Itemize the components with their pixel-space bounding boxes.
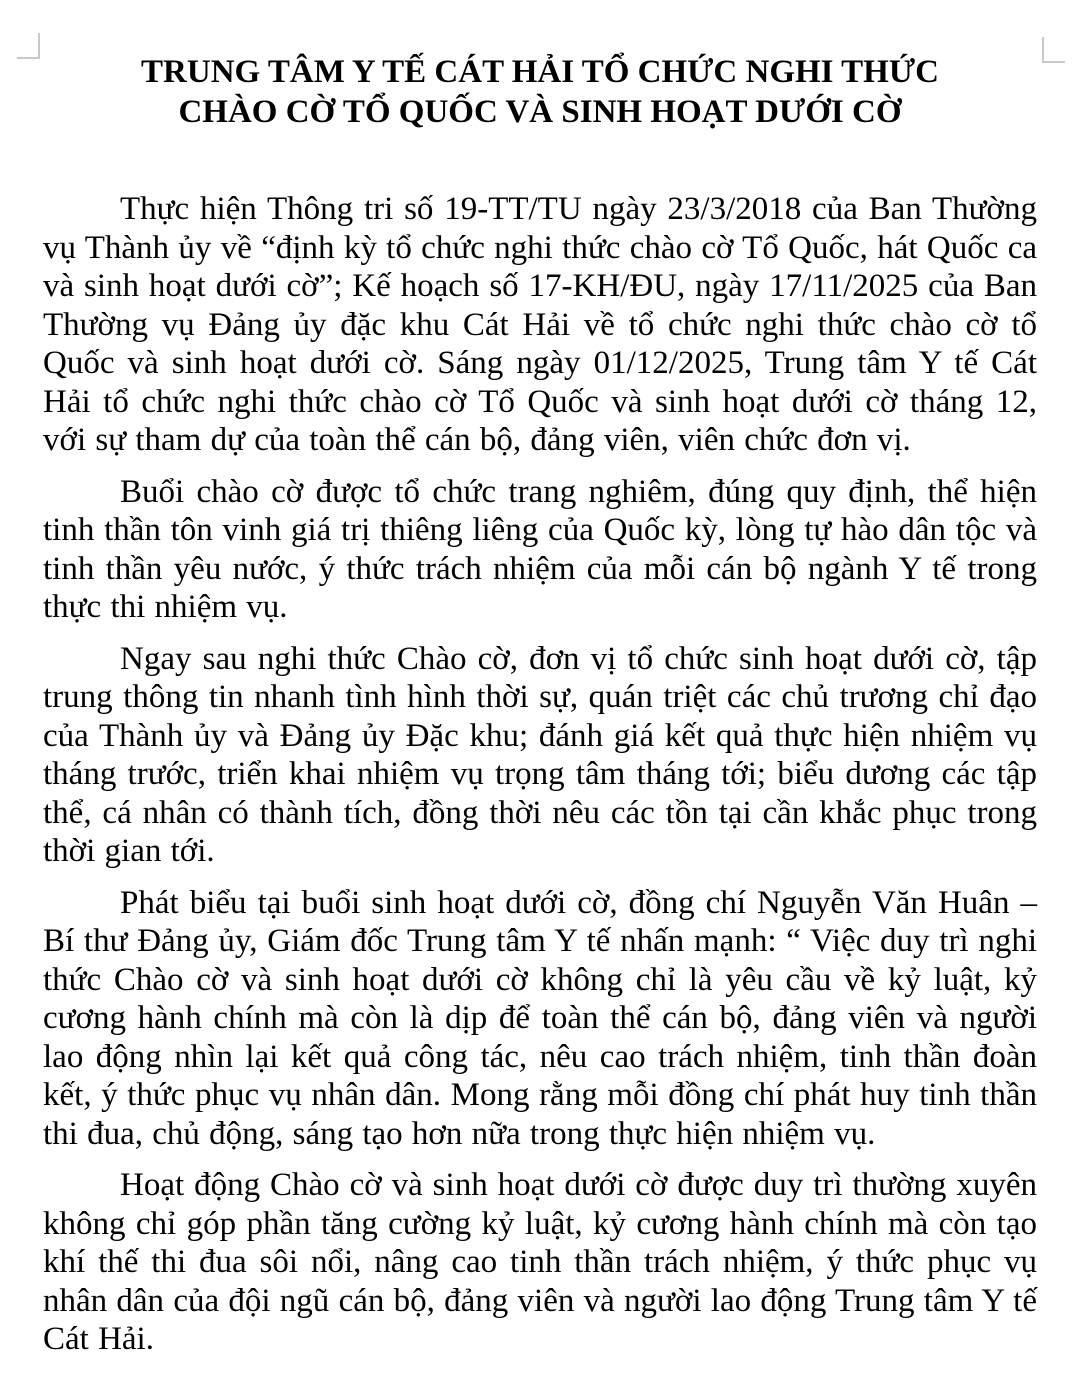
- margin-crop-mark-top-right-icon: [1042, 37, 1065, 63]
- paragraph-conclusion: Hoạt động Chào cờ và sinh hoạt dưới cờ được duy trì thường xuyên không chỉ góp phần tăng cường kỷ luật, kỷ cương hành chính mà còn tạo khí thế thi đua sôi nổi, nâng cao tinh thần trách nhiệm, ý thức phục vụ nhân dân của đội ngũ cán bộ, đảng viên và người lao động Trung tâm Y tế Cát Hải.: [43, 1167, 1037, 1357]
- document-title: [43, 52, 1037, 132]
- paragraph-director-speech: Phát biểu tại buổi sinh hoạt dưới cờ, đồng chí Nguyễn Văn Huân – Bí thư Đảng ủy, Giám đốc Trung tâm Y tế nhấn mạnh: “ Việc duy trì nghi thức Chào cờ và sinh hoạt dưới cờ không chỉ là yêu cầu về kỷ luật, kỷ cương hành chính mà còn là dịp để toàn thể cán bộ, đảng viên và người lao động nhìn lại kết quả công tác, nêu cao trách nhiệm, tinh thần đoàn kết, ý thức phục vụ nhân dân. Mong rằng mỗi đồng chí phát huy tinh thần thi đua, chủ động, sáng tạo hơn nữa trong thực hiện nhiệm vụ.: [43, 884, 1037, 1152]
- document-title-line-1: TRUNG TÂM Y TẾ CÁT HẢI TỔ CHỨC NGHI THỨC: [141, 54, 939, 90]
- paragraph-intro: Thực hiện Thông tri số 19-TT/TU ngày 23/3/2018 của Ban Thường vụ Thành ủy về “định kỳ tổ chức nghi thức chào cờ Tổ Quốc, hát Quốc ca và sinh hoạt dưới cờ”; Kế hoạch số 17-KH/ĐU, ngày 17/11/2025 của Ban Thường vụ Đảng ủy đặc khu Cát Hải về tổ chức nghi thức chào cờ tổ Quốc và sinh hoạt dưới cờ. Sáng ngày 01/12/2025, Trung tâm Y tế Cát Hải tổ chức nghi thức chào cờ Tổ Quốc và sinh hoạt dưới cờ tháng 12, với sự tham dự của toàn thể cán bộ, đảng viên, viên chức đơn vị.: [43, 191, 1037, 458]
- document-title-line-2: CHÀO CỜ TỔ QUỐC VÀ SINH HOẠT DƯỚI CỜ: [178, 94, 902, 130]
- document-content: [43, 52, 1037, 1372]
- paragraph-ceremony-description: Buổi chào cờ được tổ chức trang nghiêm, đúng quy định, thể hiện tinh thần tôn vinh giá trị thiêng liêng của Quốc kỳ, lòng tự hào dân tộc và tinh thần yêu nước, ý thức trách nhiệm của mỗi cán bộ ngành Y tế trong thực thi nhiệm vụ.: [43, 473, 1037, 625]
- paragraph-activities-under-flag: Ngay sau nghi thức Chào cờ, đơn vị tổ chức sinh hoạt dưới cờ, tập trung thông tin nhanh tình hình thời sự, quán triệt các chủ trương chỉ đạo của Thành ủy và Đảng ủy Đặc khu; đánh giá kết quả thực hiện nhiệm vụ tháng trước, triển khai nhiệm vụ trọng tâm tháng tới; biểu dương các tập thể, cá nhân có thành tích, đồng thời nêu các tồn tại cần khắc phục trong thời gian tới.: [43, 640, 1037, 869]
- margin-crop-mark-top-left-icon: [17, 33, 40, 59]
